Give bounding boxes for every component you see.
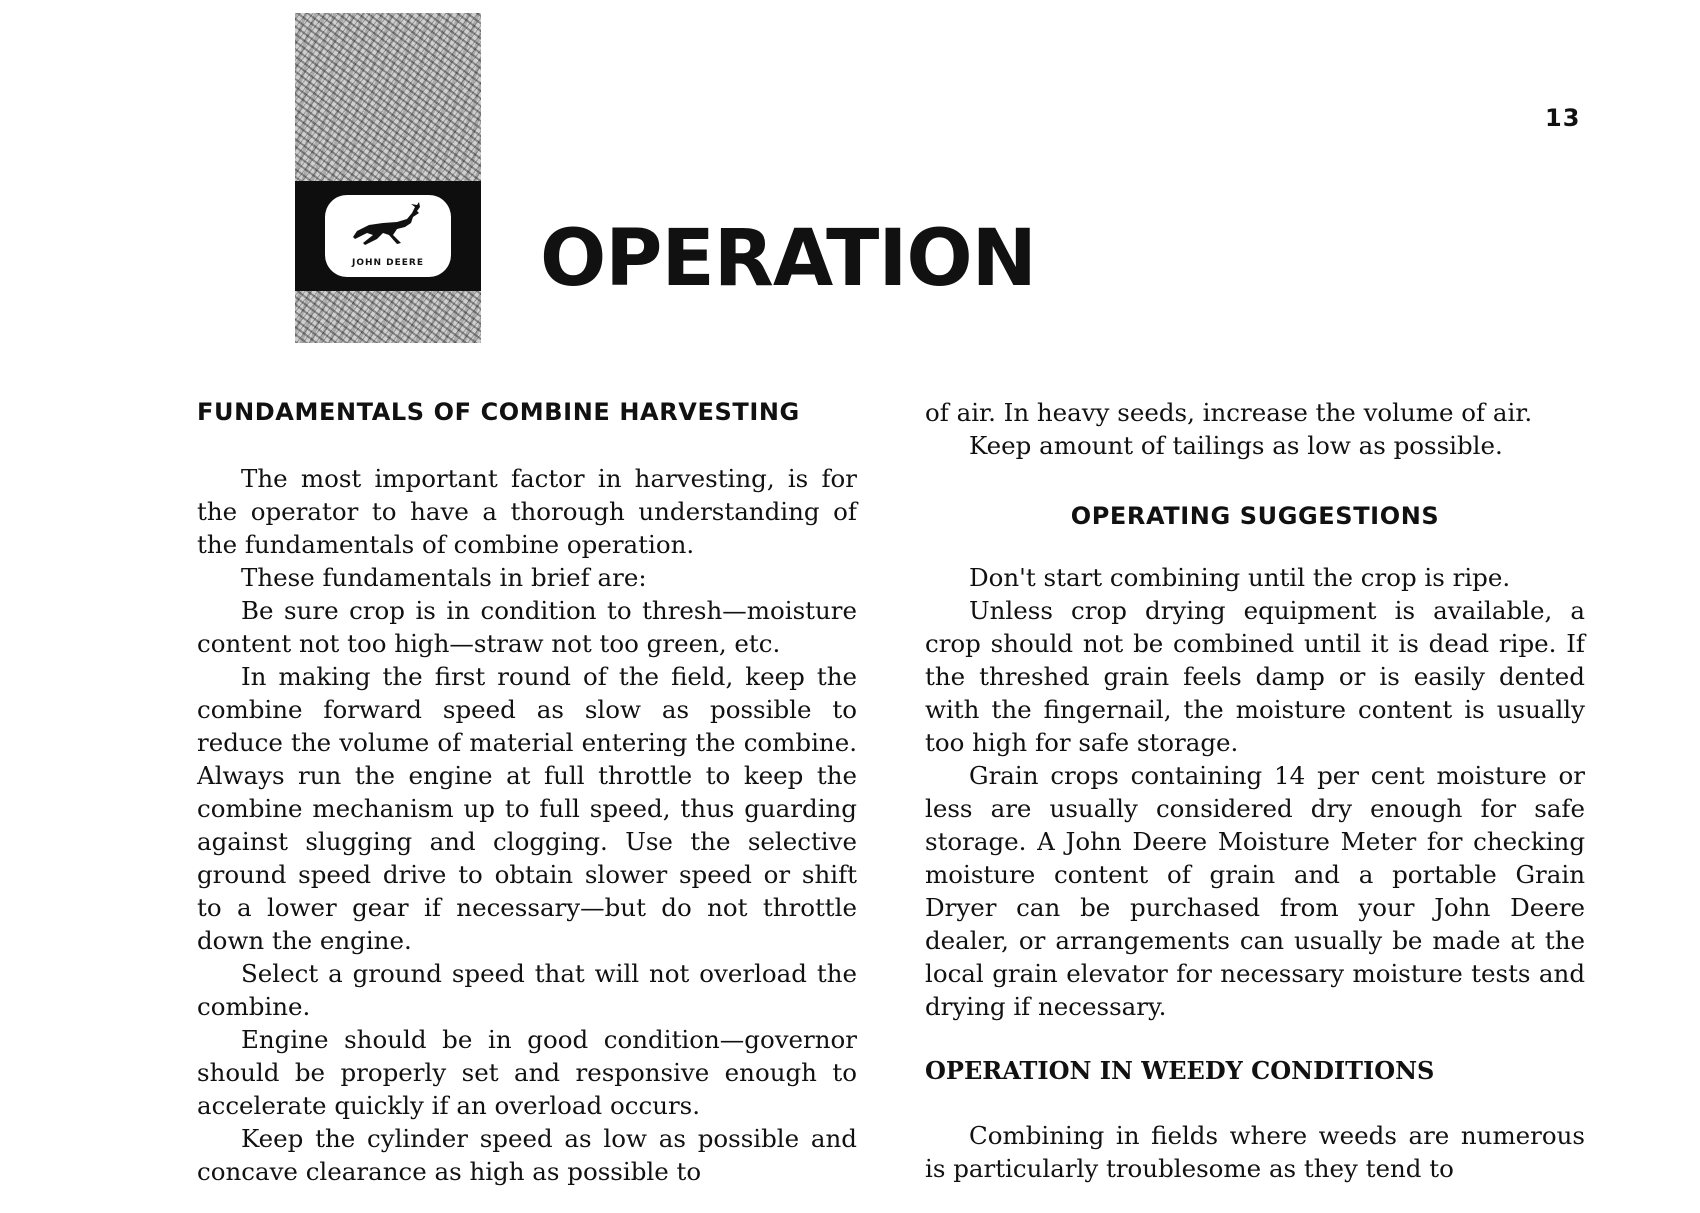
paragraph: Select a ground speed that will not overload the combine. <box>197 959 857 1021</box>
section-heading-weedy: OPERATION IN WEEDY CONDITIONS <box>925 1056 1435 1085</box>
paragraph: These fundamentals in brief are: <box>241 563 647 592</box>
paragraph-continuation: of air. In heavy seeds, increase the volume of air. <box>925 398 1533 427</box>
right-column <box>925 396 1585 1185</box>
paragraph: Keep amount of tailings as low as possible. <box>969 431 1503 460</box>
paragraph: Unless crop drying equipment is available, a crop should not be combined until it is dead ripe. If the threshed grain feels damp or is easily dented with the fingernail, the moisture content is usually too high for safe storage. <box>925 596 1585 757</box>
logo-band <box>295 181 481 291</box>
page-title: OPERATION <box>540 214 1036 304</box>
paragraph: Engine should be in good condition—governor should be properly set and responsive enough to accelerate quickly if an overload occurs. <box>197 1025 857 1120</box>
left-column <box>197 396 857 1188</box>
paragraph: Grain crops containing 14 per cent moisture or less are usually considered dry enough for safe storage. A John Deere Moisture Meter for checking moisture content of grain and a portable Grain Dryer can be purchased from your John Deere dealer, or arrangements can usually be made at the local grain elevator for necessary moisture tests and drying if necessary. <box>925 761 1585 1021</box>
paragraph: Keep the cylinder speed as low as possible and concave clearance as high as possible to <box>197 1124 857 1186</box>
page-number: 13 <box>1545 104 1581 132</box>
paragraph: The most important factor in harvesting, is for the operator to have a thorough understanding of the fundamentals of combine operation. <box>197 464 857 559</box>
paragraph: Combining in fields where weeds are numerous is particularly troublesome as they tend to <box>925 1121 1585 1183</box>
logo-badge <box>325 195 451 277</box>
leaping-deer-icon <box>349 201 427 251</box>
paragraph: In making the first round of the field, keep the combine forward speed as slow as possible to reduce the volume of material entering the combine. Always run the engine at full throttle to keep the combine mechanism up to full speed, thus guarding against slugging and clogging. Use the selective ground speed drive to obtain slower speed or shift to a lower gear if necessary—but do not throttle down the engine. <box>197 662 857 955</box>
paragraph: Don't start combining until the crop is ripe. <box>969 563 1511 592</box>
john-deere-logo <box>295 13 481 343</box>
paragraph: Be sure crop is in condition to thresh—moisture content not too high—straw not too green, etc. <box>197 596 857 658</box>
section-heading-suggestions: OPERATING SUGGESTIONS <box>1070 502 1440 530</box>
logo-text: JOHN DEERE <box>351 258 425 268</box>
section-heading-fundamentals: FUNDAMENTALS OF COMBINE HARVESTING <box>197 398 800 426</box>
